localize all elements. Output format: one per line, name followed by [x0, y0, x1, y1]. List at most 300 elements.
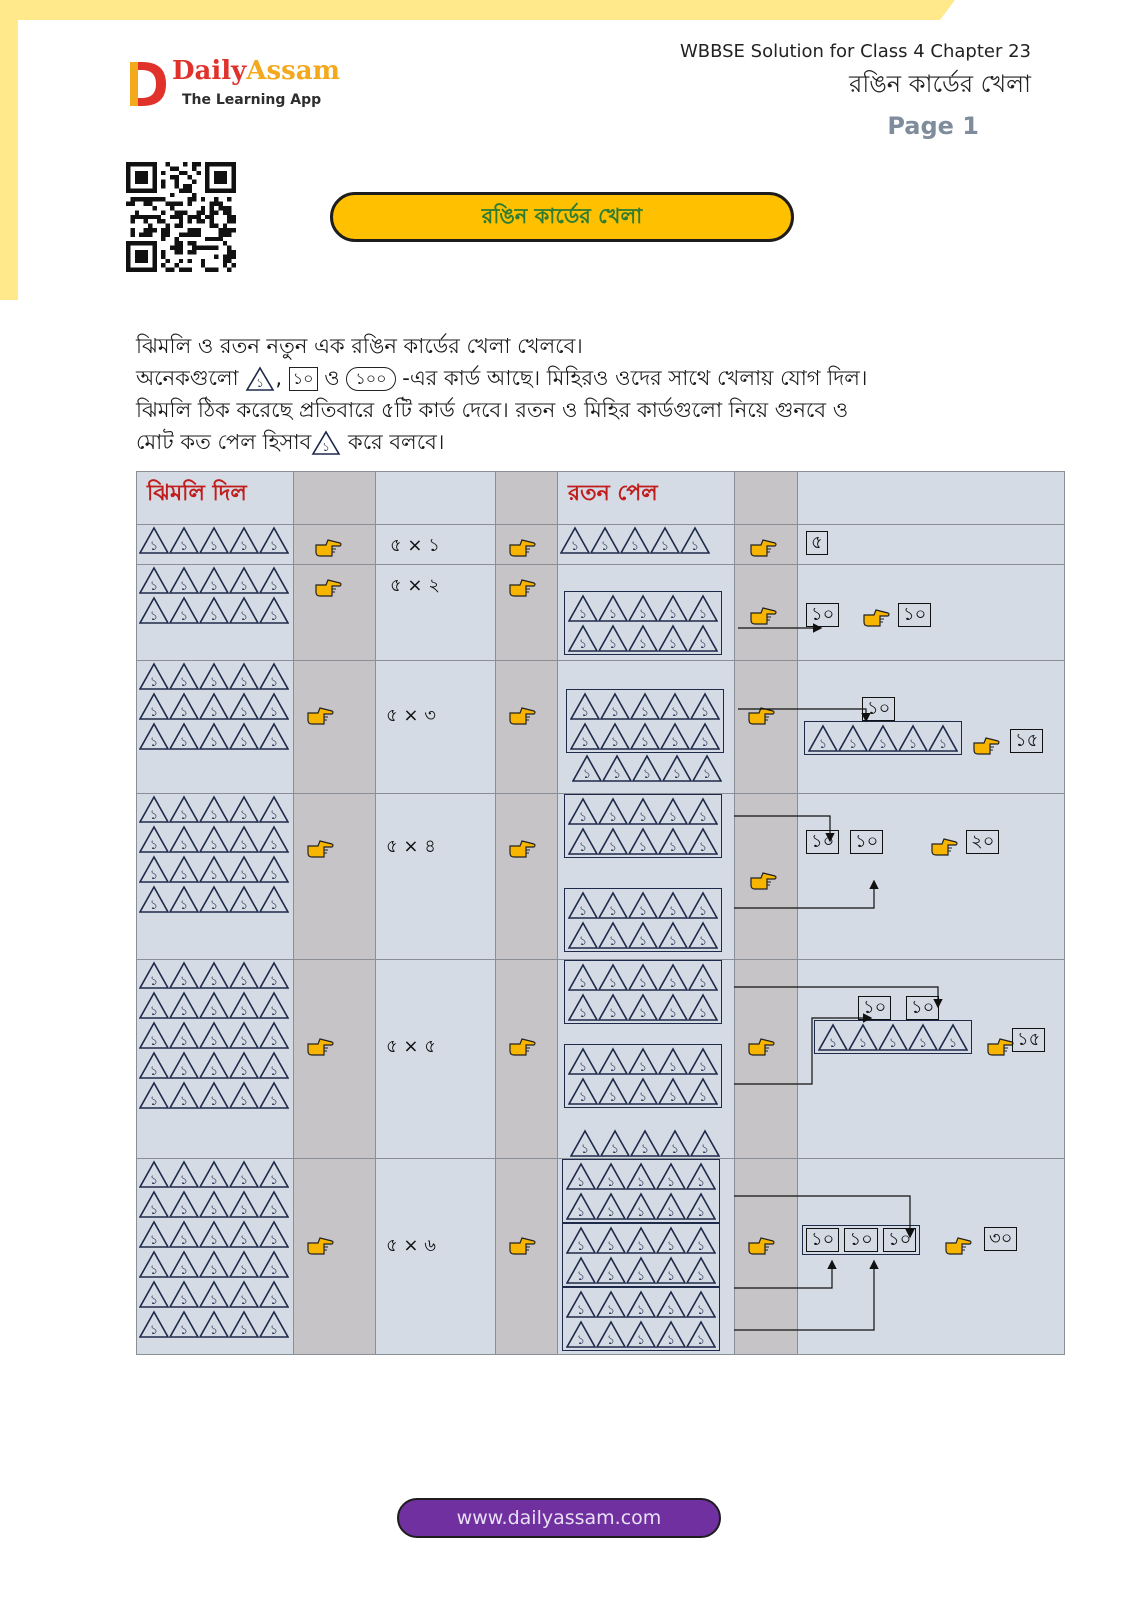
one-card-icon: [259, 794, 289, 824]
one-card-icon: [568, 796, 598, 826]
one-card-icon: [566, 1191, 596, 1221]
svg-text:১: ১: [606, 1269, 616, 1284]
svg-text:১: ১: [269, 974, 279, 989]
svg-text:১: ১: [149, 579, 159, 594]
svg-text:১: ১: [209, 1233, 219, 1248]
intro-line-3: ঝিমলি ঠিক করেছে প্রতিবারে ৫টি কার্ড দেবে। রতন ও মিহির কার্ডগুলো নিয়ে গুনবে ও: [136, 398, 849, 422]
one-card-icon: [686, 1255, 716, 1285]
one-card-icon: [229, 721, 259, 751]
svg-text:১: ১: [149, 1263, 159, 1278]
ones-cards-grouped: [558, 960, 734, 1158]
svg-text:১: ১: [638, 607, 648, 622]
pointing-hand-icon: [972, 735, 1000, 757]
svg-text:১: ১: [670, 1142, 680, 1157]
svg-text:১: ১: [666, 1175, 676, 1190]
one-card-icon: [628, 623, 658, 653]
one-card-icon: [139, 824, 169, 854]
svg-text:১: ১: [209, 1094, 219, 1109]
svg-text:১: ১: [580, 1142, 590, 1157]
one-card-icon: [169, 1050, 199, 1080]
svg-text:১: ১: [698, 1090, 708, 1105]
svg-text:১: ১: [668, 1090, 678, 1105]
one-card-icon: [566, 1225, 596, 1255]
one-card-icon: [658, 796, 688, 826]
svg-text:১: ১: [698, 637, 708, 652]
pointing-hand-icon: [862, 607, 890, 629]
one-card-icon: [229, 1020, 259, 1050]
one-card-icon: [199, 1080, 229, 1110]
svg-text:১: ১: [179, 705, 189, 720]
svg-text:১: ১: [209, 1293, 219, 1308]
multiplication-expression: ৫ × ৬: [386, 1235, 436, 1256]
one-card-icon: [878, 1022, 908, 1052]
svg-text:১: ১: [698, 840, 708, 855]
svg-text:১: ১: [149, 539, 159, 554]
one-card-icon: [598, 1076, 628, 1106]
svg-text:১: ১: [179, 898, 189, 913]
svg-text:১: ১: [578, 637, 588, 652]
website-link[interactable]: www.dailyassam.com: [397, 1498, 721, 1538]
one-card-icon: [628, 1046, 658, 1076]
one-card-icon: [568, 1046, 598, 1076]
one-card-icon: [658, 962, 688, 992]
one-card-icon: [690, 721, 720, 751]
svg-text:১: ১: [638, 810, 648, 825]
one-card-icon: [656, 1289, 686, 1319]
svg-text:১: ১: [179, 868, 189, 883]
svg-text:১: ১: [269, 1173, 279, 1188]
hundred-card-icon: ১০০: [346, 367, 395, 391]
one-card-icon: [259, 884, 289, 914]
svg-text:১: ১: [690, 539, 700, 554]
pointing-hand-icon: [314, 577, 342, 599]
one-card-icon: [169, 1189, 199, 1219]
svg-text:১: ১: [269, 1004, 279, 1019]
svg-text:১: ১: [239, 868, 249, 883]
one-card-icon: [229, 854, 259, 884]
one-card-icon: [259, 1279, 289, 1309]
one-card-icon: [229, 1050, 259, 1080]
one-card-icon: [686, 1161, 716, 1191]
one-card-icon: [570, 691, 600, 721]
svg-text:১: ১: [179, 974, 189, 989]
one-card-icon: [139, 1050, 169, 1080]
ones-cards-grouped: [558, 1159, 734, 1351]
one-card-icon: [229, 1219, 259, 1249]
one-card-icon: [169, 721, 199, 751]
pointing-hand-icon: [944, 1235, 972, 1257]
one-card-icon: [808, 723, 838, 753]
one-card-icon: [259, 1159, 289, 1189]
one-card-icon: [229, 1279, 259, 1309]
one-card-icon: [568, 890, 598, 920]
svg-text:১: ১: [149, 1004, 159, 1019]
svg-text:১: ১: [269, 539, 279, 554]
svg-text:১: ১: [149, 735, 159, 750]
one-card-icon: [658, 1076, 688, 1106]
svg-text:১: ১: [670, 705, 680, 720]
svg-text:১: ১: [149, 838, 159, 853]
svg-text:১: ১: [948, 1036, 958, 1051]
svg-text:১: ১: [608, 637, 618, 652]
one-card-icon: [598, 920, 628, 950]
svg-text:১: ১: [179, 1094, 189, 1109]
ten-card-icon: ১০: [289, 367, 318, 391]
one-card-icon: [596, 1191, 626, 1221]
svg-text:১: ১: [239, 1293, 249, 1308]
table-header-row: [137, 472, 1065, 525]
one-card-icon: [688, 796, 718, 826]
one-card-icon: [199, 661, 229, 691]
one-card-icon: [656, 1255, 686, 1285]
one-card-icon: [259, 854, 289, 884]
one-card-icon: [660, 691, 690, 721]
one-card-icon: [838, 723, 868, 753]
svg-text:১: ১: [179, 1323, 189, 1338]
svg-text:১: ১: [209, 705, 219, 720]
svg-text:১: ১: [578, 1060, 588, 1075]
svg-text:১: ১: [666, 1239, 676, 1254]
one-card-icon: [626, 1225, 656, 1255]
svg-text:১: ১: [608, 904, 618, 919]
pointing-hand-icon: [747, 1235, 775, 1257]
one-card-icon: [596, 1161, 626, 1191]
one-card-icon: [259, 990, 289, 1020]
svg-text:১: ১: [179, 838, 189, 853]
ones-cards: [137, 565, 293, 625]
one-card-icon: [229, 691, 259, 721]
svg-text:১: ১: [702, 767, 712, 782]
svg-text:১: ১: [636, 1175, 646, 1190]
svg-text:১: ১: [612, 767, 622, 782]
one-card-icon: [596, 1319, 626, 1349]
one-card-icon: [658, 890, 688, 920]
svg-text:১: ১: [668, 904, 678, 919]
one-card-icon: [259, 1309, 289, 1339]
one-card-icon: [630, 721, 660, 751]
one-card-icon: [139, 884, 169, 914]
svg-text:১: ১: [239, 1233, 249, 1248]
svg-text:১: ১: [179, 579, 189, 594]
svg-text:১: ১: [640, 705, 650, 720]
one-card-icon: [688, 623, 718, 653]
brand-logo: [128, 56, 368, 116]
svg-text:১: ১: [668, 1060, 678, 1075]
one-card-icon: [229, 794, 259, 824]
result-card: ১৫: [1012, 1028, 1045, 1052]
one-card-icon: [259, 1189, 289, 1219]
one-card-icon: [199, 1050, 229, 1080]
svg-text:১: ১: [578, 1090, 588, 1105]
svg-text:১: ১: [269, 1233, 279, 1248]
one-card-icon: [688, 992, 718, 1022]
svg-text:১: ১: [269, 1293, 279, 1308]
svg-text:১: ১: [668, 810, 678, 825]
svg-text:১: ১: [696, 1205, 706, 1220]
one-card-icon: [169, 1159, 199, 1189]
svg-text:১: ১: [888, 1036, 898, 1051]
ten-group-box: [562, 1223, 720, 1287]
one-card-icon: [169, 1279, 199, 1309]
svg-text:১: ১: [608, 1090, 618, 1105]
svg-text:১: ১: [578, 607, 588, 622]
result-card: ১৫: [1010, 729, 1043, 753]
svg-text:১: ১: [638, 976, 648, 991]
svg-text:১: ১: [149, 1094, 159, 1109]
multiplication-expression: ৫ × ২: [390, 575, 440, 596]
svg-text:১: ১: [269, 675, 279, 690]
svg-text:১: ১: [672, 767, 682, 782]
svg-text:১: ১: [179, 1233, 189, 1248]
svg-text:১: ১: [149, 974, 159, 989]
svg-text:১: ১: [239, 579, 249, 594]
pointing-hand-icon: [749, 537, 777, 559]
svg-text:১: ১: [630, 539, 640, 554]
svg-text:১: ১: [636, 1269, 646, 1284]
one-card-icon: [596, 1289, 626, 1319]
svg-text:১: ১: [608, 607, 618, 622]
svg-text:১: ১: [858, 1036, 868, 1051]
svg-text:১: ১: [636, 1303, 646, 1318]
svg-text:১: ১: [578, 904, 588, 919]
one-card-icon: [199, 721, 229, 751]
ten-group-box: [564, 960, 722, 1024]
svg-text:১: ১: [698, 934, 708, 949]
one-card-icon: [169, 1219, 199, 1249]
svg-text:১: ১: [239, 1203, 249, 1218]
ten-group-box: [564, 1044, 722, 1108]
svg-text:১: ১: [149, 705, 159, 720]
one-card-icon: [566, 1161, 596, 1191]
logo-d-icon: [128, 58, 168, 110]
intro-line-2: অনেকগুলো ১ , ১০ ও ১০০ -এর কার্ড আছে। মিহিরও ওদের সাথে খেলায় যোগ দিল।: [136, 366, 868, 390]
one-card-icon: [688, 593, 718, 623]
svg-text:১: ১: [636, 1205, 646, 1220]
svg-text:১: ১: [696, 1333, 706, 1348]
ten-group-box: [566, 689, 724, 753]
one-card-icon: [568, 962, 598, 992]
svg-text:১: ১: [670, 735, 680, 750]
svg-text:১: ১: [828, 1036, 838, 1051]
svg-text:১: ১: [698, 976, 708, 991]
one-card-icon: [848, 1022, 878, 1052]
one-card-icon: [199, 1159, 229, 1189]
one-card-icon: [598, 826, 628, 856]
result-card: ২০: [966, 830, 999, 854]
one-card-icon: [259, 1219, 289, 1249]
one-card-icon: [229, 595, 259, 625]
svg-text:১: ১: [668, 607, 678, 622]
one-card-icon: [139, 525, 169, 555]
brand-tagline: The Learning App: [182, 92, 322, 108]
ones-cards: [558, 525, 734, 555]
svg-text:১: ১: [606, 1303, 616, 1318]
svg-text:১: ১: [640, 735, 650, 750]
ones-cards-grouped: [558, 565, 734, 655]
svg-text:১: ১: [322, 440, 331, 454]
svg-text:১: ১: [578, 1006, 588, 1021]
one-card-icon: [259, 595, 289, 625]
svg-text:১: ১: [149, 1323, 159, 1338]
pointing-hand-icon: [508, 838, 536, 860]
svg-text:১: ১: [239, 609, 249, 624]
one-card-icon: [169, 661, 199, 691]
one-card-icon: [259, 1020, 289, 1050]
one-card-icon: [626, 1319, 656, 1349]
one-card-icon: [245, 366, 275, 392]
one-card-icon: [650, 525, 680, 555]
svg-text:১: ১: [209, 675, 219, 690]
one-card-icon: [229, 990, 259, 1020]
qr-code[interactable]: [126, 162, 236, 272]
multiplication-expression: ৫ × ৪: [386, 836, 436, 857]
one-card-icon: [199, 1279, 229, 1309]
one-card-icon: [311, 430, 341, 456]
ones-cards: [137, 1159, 293, 1339]
one-card-icon: [139, 721, 169, 751]
svg-text:১: ১: [608, 934, 618, 949]
one-card-icon: [259, 1249, 289, 1279]
multiplication-expression: ৫ × ৫: [386, 1036, 436, 1057]
one-card-icon: [598, 1046, 628, 1076]
one-card-icon: [590, 525, 620, 555]
one-card-icon: [662, 753, 692, 783]
ten-card: ১০: [806, 830, 839, 854]
svg-text:১: ১: [239, 1004, 249, 1019]
svg-text:১: ১: [209, 838, 219, 853]
one-card-icon: [688, 920, 718, 950]
one-card-icon: [169, 1020, 199, 1050]
svg-text:১: ১: [580, 735, 590, 750]
pointing-hand-icon: [306, 1235, 334, 1257]
svg-text:১: ১: [209, 539, 219, 554]
svg-text:১: ১: [239, 898, 249, 913]
svg-text:১: ১: [608, 810, 618, 825]
tens-group: [802, 1225, 920, 1255]
svg-text:১: ১: [149, 898, 159, 913]
svg-text:১: ১: [149, 1293, 159, 1308]
svg-text:১: ১: [666, 1333, 676, 1348]
svg-text:১: ১: [636, 1239, 646, 1254]
table-row: [137, 1159, 1065, 1355]
pointing-hand-icon: [508, 577, 536, 599]
one-card-icon: [229, 824, 259, 854]
svg-text:১: ১: [638, 840, 648, 855]
one-card-icon: [259, 565, 289, 595]
header-jhimli-gave: ঝিমলি দিল: [147, 481, 247, 506]
svg-text:১: ১: [269, 705, 279, 720]
ten-group-box: [562, 1287, 720, 1351]
svg-text:১: ১: [576, 1239, 586, 1254]
one-card-icon: [658, 1046, 688, 1076]
svg-text:১: ১: [610, 735, 620, 750]
svg-text:১: ১: [636, 1333, 646, 1348]
one-card-icon: [928, 723, 958, 753]
svg-text:১: ১: [179, 735, 189, 750]
title-banner: রঙিন কার্ডের খেলা: [330, 192, 794, 242]
svg-text:১: ১: [700, 735, 710, 750]
svg-text:১: ১: [608, 840, 618, 855]
header-subtitle-bn: রঙিন কার্ডের খেলা: [849, 70, 1031, 98]
one-card-icon: [598, 796, 628, 826]
svg-text:১: ১: [696, 1269, 706, 1284]
ten-card: ১০: [858, 996, 891, 1020]
one-card-icon: [169, 1309, 199, 1339]
table-row: [137, 960, 1065, 1159]
one-card-icon: [568, 920, 598, 950]
svg-text:১: ১: [149, 675, 159, 690]
svg-text:১: ১: [239, 1263, 249, 1278]
intro-text: [136, 330, 1016, 458]
ones-cards: [137, 960, 293, 1110]
svg-text:১: ১: [179, 1203, 189, 1218]
svg-text:১: ১: [640, 1142, 650, 1157]
one-card-icon: [628, 992, 658, 1022]
one-card-icon: [690, 1128, 720, 1158]
svg-text:১: ১: [149, 1064, 159, 1079]
one-card-icon: [656, 1319, 686, 1349]
svg-text:১: ১: [269, 579, 279, 594]
one-card-icon: [199, 525, 229, 555]
one-card-icon: [169, 794, 199, 824]
one-card-icon: [596, 1255, 626, 1285]
svg-text:১: ১: [668, 934, 678, 949]
svg-text:১: ১: [666, 1269, 676, 1284]
svg-text:১: ১: [239, 1173, 249, 1188]
svg-text:১: ১: [606, 1333, 616, 1348]
one-card-icon: [632, 753, 662, 783]
one-card-icon: [688, 826, 718, 856]
pointing-hand-icon: [747, 705, 775, 727]
svg-text:১: ১: [269, 609, 279, 624]
one-card-icon: [229, 525, 259, 555]
svg-text:১: ১: [570, 539, 580, 554]
pointing-hand-icon: [508, 537, 536, 559]
one-card-icon: [259, 1080, 289, 1110]
one-card-icon: [686, 1289, 716, 1319]
one-card-icon: [598, 992, 628, 1022]
svg-text:১: ১: [269, 808, 279, 823]
one-card-icon: [628, 593, 658, 623]
one-card-icon: [692, 753, 722, 783]
one-card-icon: [229, 960, 259, 990]
pointing-hand-icon: [508, 1036, 536, 1058]
svg-text:১: ১: [578, 840, 588, 855]
one-card-icon: [169, 884, 199, 914]
svg-text:১: ১: [209, 1173, 219, 1188]
one-card-icon: [600, 1128, 630, 1158]
one-card-icon: [898, 723, 928, 753]
ten-group-box: [562, 1159, 720, 1223]
one-card-icon: [628, 826, 658, 856]
one-card-icon: [139, 1159, 169, 1189]
one-card-icon: [626, 1289, 656, 1319]
one-card-icon: [658, 920, 688, 950]
svg-text:১: ১: [608, 976, 618, 991]
ten-card: ১০: [862, 697, 895, 721]
svg-text:১: ১: [878, 737, 888, 752]
one-card-icon: [199, 1189, 229, 1219]
one-card-icon: [169, 565, 199, 595]
pointing-hand-icon: [747, 1036, 775, 1058]
svg-text:১: ১: [179, 675, 189, 690]
ones-cards-grouped: [558, 794, 734, 952]
svg-text:১: ১: [269, 838, 279, 853]
svg-text:১: ১: [698, 607, 708, 622]
one-card-icon: [628, 1076, 658, 1106]
svg-text:১: ১: [209, 898, 219, 913]
one-card-icon: [570, 1128, 600, 1158]
